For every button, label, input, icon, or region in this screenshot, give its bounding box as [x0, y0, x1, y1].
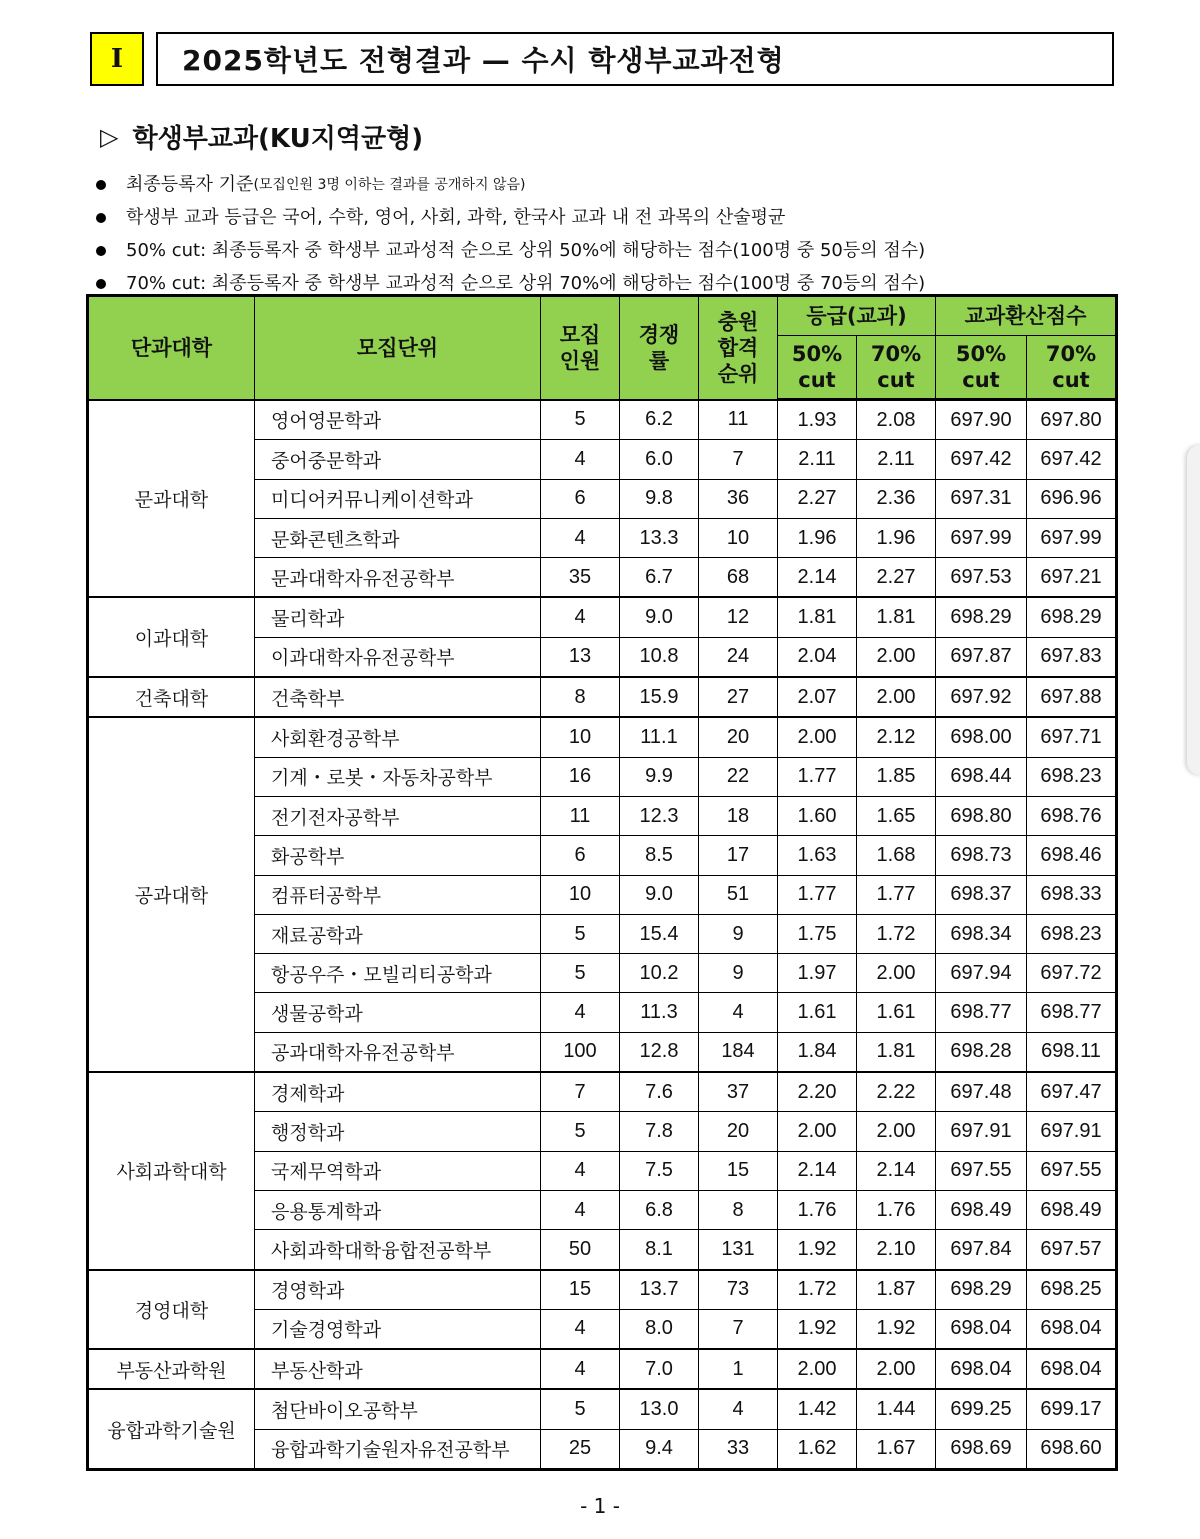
- rate-cell: 7.5: [620, 1151, 699, 1190]
- grade-70-cell: 2.12: [857, 717, 936, 757]
- score-70-cell: 698.76: [1027, 796, 1117, 835]
- college-cell: 공과대학: [88, 717, 255, 1072]
- rate-cell: 12.8: [620, 1032, 699, 1072]
- header-line: 50%: [791, 342, 843, 366]
- rate-cell: 10.8: [620, 637, 699, 677]
- note-text: 학생부 교과 등급은 국어, 수학, 영어, 사회, 과학, 한국사 교과 내 전 과목의 산술평균: [126, 206, 786, 228]
- page-title-box: [156, 32, 1114, 86]
- rank-cell: 15: [699, 1151, 778, 1190]
- grade-50-cell: 1.96: [778, 518, 857, 557]
- header-score-50: [936, 336, 1027, 400]
- grade-50-cell: 1.77: [778, 757, 857, 796]
- unit-cell: 부동산학과: [255, 1349, 541, 1389]
- score-70-cell: 697.21: [1027, 558, 1117, 598]
- triangle-marker-icon: ▷: [100, 122, 119, 151]
- header-line: cut: [877, 368, 915, 392]
- grade-70-cell: 2.10: [857, 1230, 936, 1270]
- score-50-cell: 697.42: [936, 440, 1027, 479]
- unit-cell: 건축학부: [255, 677, 541, 717]
- page-header: [90, 32, 1114, 86]
- rank-cell: 18: [699, 796, 778, 835]
- score-70-cell: 698.23: [1027, 914, 1117, 953]
- grade-70-cell: 2.00: [857, 1349, 936, 1389]
- rate-cell: 7.8: [620, 1112, 699, 1151]
- rate-cell: 7.6: [620, 1072, 699, 1112]
- section-title: 학생부교과(KU지역균형): [132, 124, 424, 154]
- college-cell: 경영대학: [88, 1270, 255, 1350]
- bullet-icon: [96, 279, 106, 289]
- rank-cell: 22: [699, 757, 778, 796]
- rate-cell: 8.0: [620, 1309, 699, 1349]
- note-item: [96, 168, 1116, 201]
- header-line: 70%: [870, 342, 922, 366]
- grade-70-cell: 2.00: [857, 954, 936, 993]
- score-50-cell: 698.34: [936, 914, 1027, 953]
- unit-cell: 항공우주・모빌리티공학과: [255, 954, 541, 993]
- score-50-cell: 697.94: [936, 954, 1027, 993]
- quota-cell: 5: [541, 914, 620, 953]
- table-row: [88, 1270, 1117, 1310]
- header-grade-70: [857, 336, 936, 400]
- score-70-cell: 696.96: [1027, 479, 1117, 518]
- quota-cell: 10: [541, 717, 620, 757]
- grade-70-cell: 2.36: [857, 479, 936, 518]
- section-heading: [100, 118, 423, 155]
- rate-cell: 10.2: [620, 954, 699, 993]
- score-70-cell: 697.80: [1027, 400, 1117, 440]
- unit-cell: 미디어커뮤니케이션학과: [255, 479, 541, 518]
- grade-50-cell: 2.11: [778, 440, 857, 479]
- header-line: 50%: [955, 342, 1007, 366]
- rate-cell: 13.3: [620, 518, 699, 557]
- score-70-cell: 697.71: [1027, 717, 1117, 757]
- grade-50-cell: 2.14: [778, 1151, 857, 1190]
- unit-cell: 생물공학과: [255, 993, 541, 1032]
- grade-50-cell: 2.04: [778, 637, 857, 677]
- grade-70-cell: 1.87: [857, 1270, 936, 1310]
- table-row: [88, 1349, 1117, 1389]
- grade-70-cell: 1.44: [857, 1389, 936, 1429]
- grade-70-cell: 1.77: [857, 875, 936, 914]
- score-50-cell: 698.73: [936, 836, 1027, 875]
- rank-cell: 51: [699, 875, 778, 914]
- rate-cell: 9.8: [620, 479, 699, 518]
- rank-cell: 184: [699, 1032, 778, 1072]
- rank-cell: 4: [699, 1389, 778, 1429]
- grade-50-cell: 1.97: [778, 954, 857, 993]
- score-70-cell: 697.72: [1027, 954, 1117, 993]
- rate-cell: 9.9: [620, 757, 699, 796]
- quota-cell: 4: [541, 993, 620, 1032]
- grade-50-cell: 1.42: [778, 1389, 857, 1429]
- grade-50-cell: 1.75: [778, 914, 857, 953]
- grade-70-cell: 1.72: [857, 914, 936, 953]
- rate-cell: 9.0: [620, 875, 699, 914]
- score-50-cell: 697.90: [936, 400, 1027, 440]
- rate-cell: 8.1: [620, 1230, 699, 1270]
- grade-70-cell: 1.92: [857, 1309, 936, 1349]
- unit-cell: 공과대학자유전공학부: [255, 1032, 541, 1072]
- header-quota-line: 모집: [559, 322, 601, 347]
- quota-cell: 50: [541, 1230, 620, 1270]
- score-50-cell: 697.91: [936, 1112, 1027, 1151]
- score-50-cell: 698.29: [936, 597, 1027, 637]
- grade-50-cell: 1.92: [778, 1309, 857, 1349]
- header-line: cut: [1052, 368, 1090, 392]
- grade-50-cell: 2.14: [778, 558, 857, 598]
- rank-cell: 33: [699, 1429, 778, 1469]
- unit-cell: 경제학과: [255, 1072, 541, 1112]
- score-50-cell: 697.99: [936, 518, 1027, 557]
- score-70-cell: 698.60: [1027, 1429, 1117, 1469]
- rate-cell: 13.7: [620, 1270, 699, 1310]
- score-70-cell: 699.17: [1027, 1389, 1117, 1429]
- grade-70-cell: 2.14: [857, 1151, 936, 1190]
- header-rank-line: 충원: [717, 309, 759, 334]
- rate-cell: 9.4: [620, 1429, 699, 1469]
- quota-cell: 4: [541, 597, 620, 637]
- unit-cell: 경영학과: [255, 1270, 541, 1310]
- grade-50-cell: 2.00: [778, 1349, 857, 1389]
- header-rank-line: 합격: [717, 335, 759, 360]
- bullet-icon: [96, 180, 106, 190]
- unit-cell: 국제무역학과: [255, 1151, 541, 1190]
- grade-50-cell: 1.72: [778, 1270, 857, 1310]
- grade-50-cell: 1.62: [778, 1429, 857, 1469]
- score-70-cell: 698.49: [1027, 1190, 1117, 1229]
- table-row: [88, 597, 1117, 637]
- unit-cell: 기계・로봇・자동차공학부: [255, 757, 541, 796]
- header-college: 단과대학: [88, 296, 255, 400]
- grade-50-cell: 2.20: [778, 1072, 857, 1112]
- table-row: [88, 1389, 1117, 1429]
- unit-cell: 재료공학과: [255, 914, 541, 953]
- quota-cell: 8: [541, 677, 620, 717]
- grade-50-cell: 1.93: [778, 400, 857, 440]
- rate-cell: 15.4: [620, 914, 699, 953]
- quota-cell: 5: [541, 1389, 620, 1429]
- header-quota-line: 인원: [559, 348, 601, 373]
- rank-cell: 36: [699, 479, 778, 518]
- score-50-cell: 698.04: [936, 1349, 1027, 1389]
- grade-70-cell: 2.08: [857, 400, 936, 440]
- rank-cell: 68: [699, 558, 778, 598]
- rank-cell: 37: [699, 1072, 778, 1112]
- score-50-cell: 697.31: [936, 479, 1027, 518]
- grade-70-cell: 2.00: [857, 637, 936, 677]
- note-text: 최종등록자 기준: [126, 173, 254, 195]
- rate-cell: 11.1: [620, 717, 699, 757]
- score-70-cell: 698.25: [1027, 1270, 1117, 1310]
- rank-cell: 24: [699, 637, 778, 677]
- unit-cell: 화공학부: [255, 836, 541, 875]
- quota-cell: 7: [541, 1072, 620, 1112]
- quota-cell: 4: [541, 1309, 620, 1349]
- grade-50-cell: 1.81: [778, 597, 857, 637]
- grade-70-cell: 1.81: [857, 1032, 936, 1072]
- grade-50-cell: 2.07: [778, 677, 857, 717]
- rate-cell: 7.0: [620, 1349, 699, 1389]
- score-70-cell: 698.33: [1027, 875, 1117, 914]
- unit-cell: 응용통계학과: [255, 1190, 541, 1229]
- grade-70-cell: 1.61: [857, 993, 936, 1032]
- unit-cell: 영어영문학과: [255, 400, 541, 440]
- rate-cell: 6.2: [620, 400, 699, 440]
- grade-50-cell: 1.63: [778, 836, 857, 875]
- score-50-cell: 697.48: [936, 1072, 1027, 1112]
- grade-70-cell: 1.96: [857, 518, 936, 557]
- note-text: 50% cut: 최종등록자 중 학생부 교과성적 순으로 상위 50%에 해당하는 점수(100명 중 50등의 점수): [126, 239, 926, 261]
- unit-cell: 문과대학자유전공학부: [255, 558, 541, 598]
- quota-cell: 5: [541, 400, 620, 440]
- rank-cell: 131: [699, 1230, 778, 1270]
- notes-list: [96, 168, 1116, 300]
- rank-cell: 12: [699, 597, 778, 637]
- quota-cell: 100: [541, 1032, 620, 1072]
- rate-cell: 12.3: [620, 796, 699, 835]
- score-50-cell: 697.92: [936, 677, 1027, 717]
- quota-cell: 4: [541, 518, 620, 557]
- score-50-cell: 698.44: [936, 757, 1027, 796]
- score-70-cell: 697.42: [1027, 440, 1117, 479]
- rate-cell: 6.7: [620, 558, 699, 598]
- header-grade-50: [778, 336, 857, 400]
- header-rank: [699, 296, 778, 400]
- rank-cell: 7: [699, 440, 778, 479]
- unit-cell: 물리학과: [255, 597, 541, 637]
- header-grade-group: 등급(교과): [778, 296, 936, 336]
- grade-50-cell: 2.00: [778, 1112, 857, 1151]
- quota-cell: 10: [541, 875, 620, 914]
- rate-cell: 13.0: [620, 1389, 699, 1429]
- grade-50-cell: 1.60: [778, 796, 857, 835]
- rate-cell: 6.0: [620, 440, 699, 479]
- side-scroll-handle[interactable]: [1187, 445, 1200, 775]
- grade-50-cell: 1.76: [778, 1190, 857, 1229]
- college-cell: 융합과학기술원: [88, 1389, 255, 1469]
- rank-cell: 27: [699, 677, 778, 717]
- grade-70-cell: 1.68: [857, 836, 936, 875]
- grade-70-cell: 2.00: [857, 1112, 936, 1151]
- quota-cell: 5: [541, 1112, 620, 1151]
- score-70-cell: 698.04: [1027, 1349, 1117, 1389]
- header-rate-line: 률: [648, 348, 670, 373]
- quota-cell: 4: [541, 440, 620, 479]
- results-table: [86, 294, 1118, 1471]
- rank-cell: 7: [699, 1309, 778, 1349]
- score-70-cell: 698.23: [1027, 757, 1117, 796]
- score-50-cell: 698.80: [936, 796, 1027, 835]
- rate-cell: 6.8: [620, 1190, 699, 1229]
- rank-cell: 10: [699, 518, 778, 557]
- grade-70-cell: 1.76: [857, 1190, 936, 1229]
- grade-50-cell: 2.00: [778, 717, 857, 757]
- grade-70-cell: 2.00: [857, 677, 936, 717]
- unit-cell: 문화콘텐츠학과: [255, 518, 541, 557]
- college-cell: 사회과학대학: [88, 1072, 255, 1269]
- rank-cell: 20: [699, 717, 778, 757]
- score-70-cell: 698.77: [1027, 993, 1117, 1032]
- score-50-cell: 698.69: [936, 1429, 1027, 1469]
- table-row: [88, 400, 1117, 440]
- quota-cell: 11: [541, 796, 620, 835]
- page-title: 2025학년도 전형결과 — 수시 학생부교과전형: [182, 44, 785, 77]
- score-70-cell: 697.57: [1027, 1230, 1117, 1270]
- college-cell: 이과대학: [88, 597, 255, 677]
- bullet-icon: [96, 213, 106, 223]
- header-line: cut: [962, 368, 1000, 392]
- header-quota: [541, 296, 620, 400]
- header-rate: [620, 296, 699, 400]
- score-50-cell: 698.28: [936, 1032, 1027, 1072]
- grade-70-cell: 1.67: [857, 1429, 936, 1469]
- grade-70-cell: 2.27: [857, 558, 936, 598]
- score-70-cell: 697.91: [1027, 1112, 1117, 1151]
- quota-cell: 5: [541, 954, 620, 993]
- page-number: - 1 -: [580, 1494, 620, 1518]
- quota-cell: 6: [541, 479, 620, 518]
- grade-70-cell: 1.65: [857, 796, 936, 835]
- table-row: [88, 677, 1117, 717]
- header-line: cut: [798, 368, 836, 392]
- quota-cell: 4: [541, 1190, 620, 1229]
- score-50-cell: 698.04: [936, 1309, 1027, 1349]
- unit-cell: 컴퓨터공학부: [255, 875, 541, 914]
- rank-cell: 11: [699, 400, 778, 440]
- rate-cell: 15.9: [620, 677, 699, 717]
- header-score-70: [1027, 336, 1117, 400]
- grade-70-cell: 2.11: [857, 440, 936, 479]
- chapter-number: I: [110, 44, 124, 74]
- college-cell: 부동산과학원: [88, 1349, 255, 1389]
- grade-50-cell: 1.92: [778, 1230, 857, 1270]
- header-line: 70%: [1045, 342, 1097, 366]
- note-item: [96, 201, 1116, 234]
- quota-cell: 6: [541, 836, 620, 875]
- grade-50-cell: 1.84: [778, 1032, 857, 1072]
- score-70-cell: 697.88: [1027, 677, 1117, 717]
- grade-70-cell: 2.22: [857, 1072, 936, 1112]
- rate-cell: 9.0: [620, 597, 699, 637]
- grade-50-cell: 1.77: [778, 875, 857, 914]
- score-50-cell: 697.55: [936, 1151, 1027, 1190]
- header-rate-line: 경쟁: [638, 322, 680, 347]
- score-50-cell: 698.00: [936, 717, 1027, 757]
- score-50-cell: 698.77: [936, 993, 1027, 1032]
- rank-cell: 17: [699, 836, 778, 875]
- score-70-cell: 698.46: [1027, 836, 1117, 875]
- score-70-cell: 697.47: [1027, 1072, 1117, 1112]
- score-70-cell: 698.11: [1027, 1032, 1117, 1072]
- score-50-cell: 698.37: [936, 875, 1027, 914]
- rank-cell: 8: [699, 1190, 778, 1229]
- rank-cell: 1: [699, 1349, 778, 1389]
- grade-50-cell: 2.27: [778, 479, 857, 518]
- grade-70-cell: 1.85: [857, 757, 936, 796]
- rank-cell: 9: [699, 914, 778, 953]
- unit-cell: 중어중문학과: [255, 440, 541, 479]
- score-50-cell: 699.25: [936, 1389, 1027, 1429]
- results-body: [88, 400, 1117, 1470]
- college-cell: 건축대학: [88, 677, 255, 717]
- rank-cell: 20: [699, 1112, 778, 1151]
- header-score-group: 교과환산점수: [936, 296, 1117, 336]
- quota-cell: 13: [541, 637, 620, 677]
- bullet-icon: [96, 246, 106, 256]
- grade-70-cell: 1.81: [857, 597, 936, 637]
- quota-cell: 25: [541, 1429, 620, 1469]
- note-text: 70% cut: 최종등록자 중 학생부 교과성적 순으로 상위 70%에 해당하는 점수(100명 중 70등의 점수): [126, 272, 926, 294]
- score-50-cell: 698.49: [936, 1190, 1027, 1229]
- score-70-cell: 697.55: [1027, 1151, 1117, 1190]
- note-item: [96, 234, 1116, 267]
- unit-cell: 사회과학대학융합전공학부: [255, 1230, 541, 1270]
- score-70-cell: 697.99: [1027, 518, 1117, 557]
- header-rank-line: 순위: [717, 361, 759, 386]
- score-70-cell: 697.83: [1027, 637, 1117, 677]
- unit-cell: 첨단바이오공학부: [255, 1389, 541, 1429]
- rank-cell: 9: [699, 954, 778, 993]
- unit-cell: 사회환경공학부: [255, 717, 541, 757]
- unit-cell: 전기전자공학부: [255, 796, 541, 835]
- quota-cell: 15: [541, 1270, 620, 1310]
- score-70-cell: 698.04: [1027, 1309, 1117, 1349]
- rank-cell: 73: [699, 1270, 778, 1310]
- score-50-cell: 697.87: [936, 637, 1027, 677]
- rate-cell: 11.3: [620, 993, 699, 1032]
- score-50-cell: 697.84: [936, 1230, 1027, 1270]
- rank-cell: 4: [699, 993, 778, 1032]
- quota-cell: 16: [541, 757, 620, 796]
- rate-cell: 8.5: [620, 836, 699, 875]
- college-cell: 문과대학: [88, 400, 255, 598]
- quota-cell: 4: [541, 1151, 620, 1190]
- chapter-number-box: [90, 32, 144, 86]
- score-50-cell: 698.29: [936, 1270, 1027, 1310]
- unit-cell: 기술경영학과: [255, 1309, 541, 1349]
- table-row: [88, 717, 1117, 757]
- table-row: [88, 1072, 1117, 1112]
- grade-50-cell: 1.61: [778, 993, 857, 1032]
- score-70-cell: 698.29: [1027, 597, 1117, 637]
- note-subtext: (모집인원 3명 이하는 결과를 공개하지 않음): [253, 176, 526, 193]
- unit-cell: 융합과학기술원자유전공학부: [255, 1429, 541, 1469]
- unit-cell: 행정학과: [255, 1112, 541, 1151]
- quota-cell: 4: [541, 1349, 620, 1389]
- score-50-cell: 697.53: [936, 558, 1027, 598]
- quota-cell: 35: [541, 558, 620, 598]
- header-unit: 모집단위: [255, 296, 541, 400]
- unit-cell: 이과대학자유전공학부: [255, 637, 541, 677]
